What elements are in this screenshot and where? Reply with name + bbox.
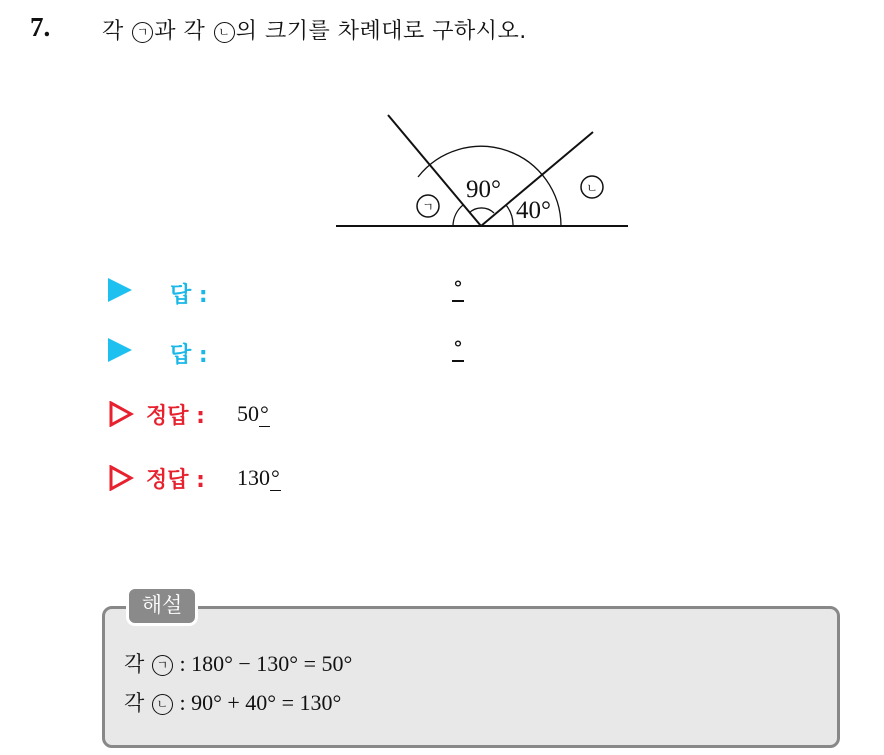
mark-b-label: ㄴ [586,181,598,195]
question-text [102,14,527,45]
left-ray [388,115,481,226]
solution-unit: ° [271,465,280,490]
small-arc-left [453,205,463,226]
small-arc-right [506,205,513,226]
solution-number: 130 [237,465,270,490]
answer-triangle-icon [108,278,132,302]
solution-number: 50 [237,401,259,426]
answer-label: 답 : [170,283,208,308]
explanation-tag: 해설 [126,586,198,626]
solution-triangle-icon [108,401,134,427]
answer-blank[interactable]: ° [453,336,463,360]
angle-label-40: 40° [516,197,551,224]
circled-giyeok-mark: ㄱ [152,655,173,676]
question-text-part: 과 각 [154,19,213,44]
explanation-prefix: 각 [124,652,151,676]
explanation-line-1 [124,648,352,678]
angle-diagram [330,105,640,235]
solution-value [237,465,281,491]
explanation-formula: : 180° − 130° = 50° [173,651,353,676]
solution-triangle-icon [108,465,134,491]
circled-giyeok-mark: ㄱ [132,22,153,43]
explanation-line-2 [124,687,341,717]
answer-triangle-icon [108,338,132,362]
question-text-part: 각 [102,19,132,44]
solution-unit: ° [260,401,269,426]
solution-label: 정답 : [146,404,205,429]
answer-blank[interactable]: ° [453,276,463,300]
question-number: 7. [30,12,51,42]
circled-nieun-mark: ㄴ [214,22,235,43]
mark-a-label: ㄱ [422,200,434,214]
question-text-part: 의 크기를 차례대로 구하시오. [235,19,527,44]
answer-row-2 [108,336,463,370]
solution-label: 정답 : [146,468,205,493]
solution-value [237,401,270,427]
explanation-formula: : 90° + 40° = 130° [173,690,342,715]
answer-row-1 [108,276,463,310]
circled-nieun-mark: ㄴ [152,694,173,715]
small-arc-middle [469,208,494,213]
angle-label-90: 90° [466,176,501,203]
answer-label: 답 : [170,343,208,368]
explanation-prefix: 각 [124,691,151,715]
